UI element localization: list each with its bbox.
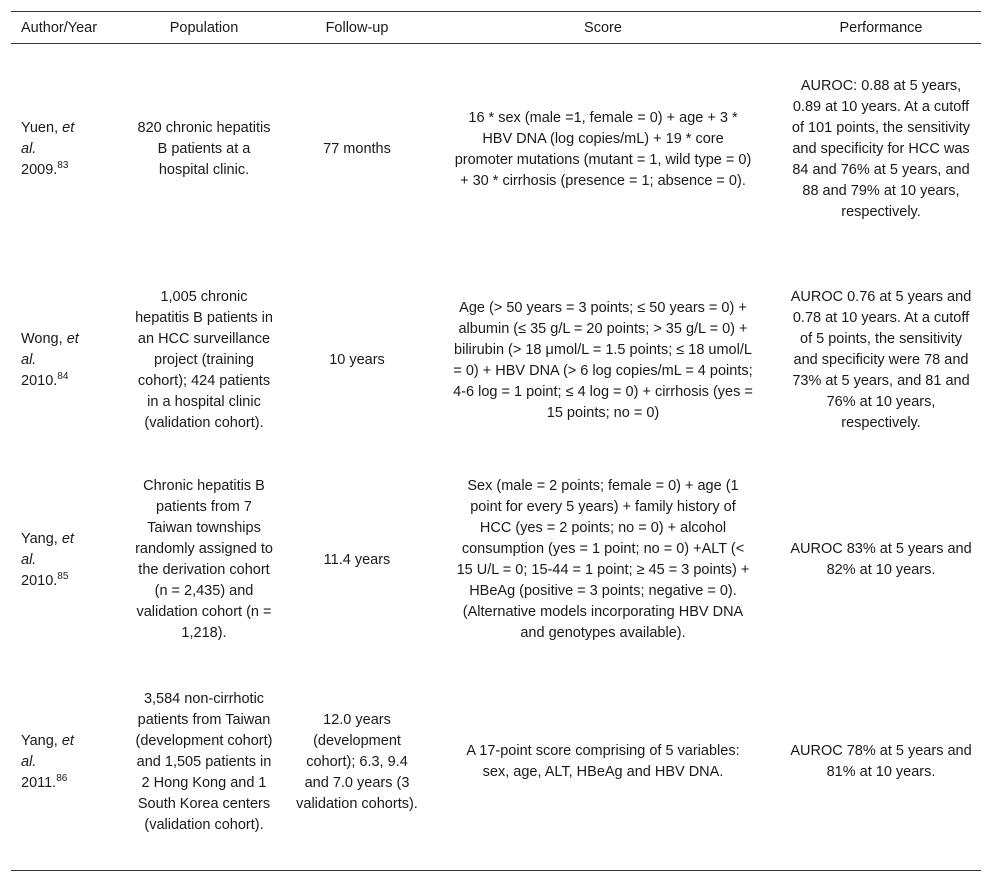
population-cell: 1,005 chronic hepatitis B patients in an HCC surveillance project (training cohort); 424 patients in a hospital clinic (validation cohort). [135, 289, 273, 431]
author-name: Wong, [21, 331, 63, 347]
header-population: Population [169, 19, 239, 36]
year: 2009. [21, 162, 58, 179]
et-al: et al. [21, 331, 79, 368]
table-row [11, 655, 981, 871]
author-name: Yuen, [21, 120, 59, 137]
et-al: et al. [21, 120, 75, 158]
performance-cell: AUROC 0.76 at 5 years and 0.78 at 10 years. At a cutoff of 5 points, the sensitivity and specificity were 78 and 73% at 5 years, and 81 and 76% at 10 years, respectively. [790, 289, 972, 431]
et-al: et al. [21, 530, 74, 568]
header-performance: Performance [839, 19, 923, 36]
followup-cell: 12.0 years (development cohort); 6.3, 9.4 and 7.0 years (3 validation cohorts). [296, 711, 418, 812]
author-year-cell [11, 44, 119, 256]
score-cell: Sex (male = 2 points; female = 0) + age (1 point for every 5 years) + family history of HCC (yes = 2 points; no = 0) + alcohol consumption (yes = 1 point; no = 0) +ALT (< 15 U/L = 0; 15-44 = 1 point; ≥ 45 = 3 points) + HBeAg (positive = 3 points; negative = 0). (Alternative models incorporating HBV DNA and genotypes available). [456, 478, 750, 641]
et-al: et al. [21, 732, 74, 770]
followup-cell: 10 years [329, 352, 385, 368]
reference-number: 85 [57, 570, 69, 582]
year: 2011. [21, 774, 57, 791]
table-header-row [11, 12, 981, 44]
header-score: Score [584, 19, 622, 36]
followup-cell: 77 months [323, 141, 391, 158]
header-followup: Follow-up [325, 19, 389, 36]
population-cell: 820 chronic hepatitis B patients at a hospital clinic. [137, 120, 271, 179]
performance-cell: AUROC 83% at 5 years and 82% at 10 years. [790, 541, 972, 578]
header-author-year: Author/Year [21, 19, 98, 36]
score-cell: A 17-point score comprising of 5 variables: sex, age, ALT, HBeAg and HBV DNA. [466, 743, 740, 781]
author-year-cell [11, 655, 119, 871]
followup-cell: 11.4 years [323, 551, 391, 568]
population-cell: Chronic hepatitis B patients from 7 Taiwan townships randomly assigned to the derivation cohort (n = 2,435) and validation cohort (n = 1,218). [135, 478, 273, 641]
score-cell: 16 * sex (male =1, female = 0) + age + 3 * HBV DNA (log copies/mL) + 19 * core promoter mutations (mutant = 1, wild type = 0) + 30 * cirrhosis (presence = 1; absence = 0). [454, 109, 752, 189]
performance-cell: AUROC 78% at 5 years and 81% at 10 years. [790, 743, 972, 781]
reference-number: 84 [57, 371, 69, 383]
score-cell: Age (> 50 years = 3 points; ≤ 50 years = 0) + albumin (≤ 35 g/L = 20 points; > 35 g/L = 0) + bilirubin (> 18 μmol/L = 1.5 points; ≤ 18 umol/L = 0) + HBV DNA (> 6 log copies/mL = 4 points; 4-6 log = 1 point; ≤ 4 log = 0) + cirrhosis (yes = 15 points; no = 0) [453, 299, 753, 421]
table-row [11, 466, 981, 655]
year: 2010. [21, 373, 58, 389]
table-row [11, 256, 981, 466]
population-cell: 3,584 non-cirrhotic patients from Taiwan (development cohort) and 1,505 patients in 2 Hong Kong and 1 South Korea centers (validation cohort). [135, 690, 273, 833]
hcc-risk-scores-table [11, 11, 981, 871]
reference-number: 83 [57, 160, 69, 172]
performance-cell: AUROC: 0.88 at 5 years, 0.89 at 10 years. At a cutoff of 101 points, the sensitivity and specificity for HCC was 84 and 76% at 5 years, and 88 and 79% at 10 years, respectively. [791, 78, 971, 221]
author-year-cell [11, 256, 119, 466]
year: 2010. [21, 572, 58, 589]
table-row [11, 44, 981, 256]
author-year-cell [11, 466, 119, 655]
author-name: Yang, [21, 732, 58, 749]
reference-number: 86 [56, 772, 68, 784]
author-name: Yang, [21, 530, 58, 547]
